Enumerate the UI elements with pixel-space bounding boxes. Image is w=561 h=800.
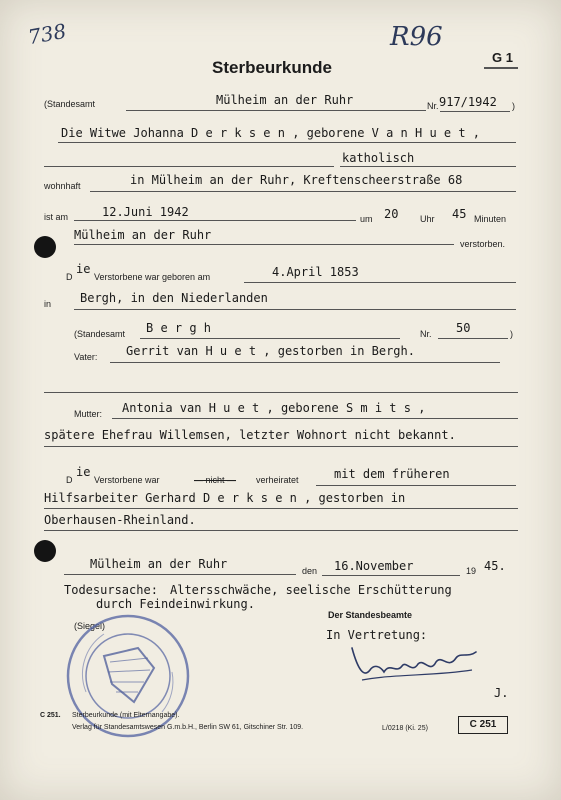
birth-office-label: (Standesamt [74, 329, 126, 339]
death-date-line [74, 220, 356, 221]
death-hour: 20 [384, 207, 399, 221]
nr-label: Nr. [427, 101, 439, 111]
cause-value-line2: durch Feindeinwirkung. [96, 597, 255, 611]
birth-date-line [244, 282, 516, 283]
married-status: verheiratet [256, 475, 299, 485]
archive-number-right: R96 [390, 22, 443, 52]
religion-line-left [44, 166, 334, 167]
birth-nr-label: Nr. [420, 329, 432, 339]
death-place: Mülheim an der Ruhr [74, 228, 212, 242]
mother-value: Antonia van H u e t , geborene S m i t s , [122, 401, 426, 415]
married-line [316, 485, 516, 486]
spouse-rule-2 [44, 530, 518, 531]
father-line-2 [44, 392, 518, 393]
born-prefix-ie: ie [76, 262, 91, 276]
standesamt-close: ) [512, 101, 515, 111]
footer-form-number: C 251. [40, 712, 61, 719]
mother-line-2 [44, 446, 518, 447]
date-label: ist am [44, 212, 69, 222]
footer-box-code: C 251 [458, 716, 508, 734]
residence-line [90, 191, 516, 192]
minuten-label: Minuten [474, 214, 507, 224]
uhr-label: Uhr [420, 214, 435, 224]
verstorben-label: verstorben. [460, 239, 506, 249]
archive-number-left: 738 [26, 18, 68, 50]
spouse-line1: Hilfsarbeiter Gerhard D e r k s e n , gestorben in [44, 491, 406, 505]
married-crossed: — nicht — [194, 475, 237, 485]
birthplace-value: Bergh, in den Niederlanden [80, 291, 268, 305]
form-title: Sterbeurkunde [212, 58, 332, 77]
cause-label: Todesursache: [64, 583, 158, 597]
issue-place-line [64, 574, 296, 575]
residence-value: in Mülheim an der Ruhr, Kreftenscheerstraße 68 [130, 173, 463, 187]
birthplace-line [74, 309, 516, 310]
deputy-label: In Vertretung: [326, 628, 428, 642]
married-label: Verstorbene war [94, 475, 160, 485]
issue-den-label: den [302, 566, 318, 576]
spouse-rule-1 [44, 508, 518, 509]
birth-office-line [140, 338, 400, 339]
born-prefix-d: D [66, 272, 73, 282]
punch-hole-bottom [34, 540, 56, 562]
birthplace-label: in [44, 299, 52, 309]
mother-label: Mutter: [74, 409, 103, 419]
religion-line-right [340, 166, 516, 167]
birth-date: 4.April 1853 [272, 265, 359, 279]
standesamt-line [126, 110, 426, 111]
married-value: mit dem früheren [334, 467, 450, 481]
issue-year-prefix: 19 [466, 566, 477, 576]
standesamt-label: (Standesamt [44, 99, 96, 109]
footer-publisher: Verlag für Standesamtswesen G.m.b.H., Berlin SW 61, Gitschiner Str. 109. [72, 724, 304, 731]
married-prefix-ie: ie [76, 465, 91, 479]
death-place-line [74, 244, 454, 245]
official-signature [344, 640, 484, 686]
name-line [58, 142, 516, 143]
wohnhaft-label: wohnhaft [44, 181, 81, 191]
death-date: 12.Juni 1942 [102, 205, 189, 219]
mother-line [112, 418, 518, 419]
cause-value: Altersschwäche, seelische Erschütterung [170, 583, 452, 597]
mother-value-line2: spätere Ehefrau Willemsen, letzter Wohnort nicht bekannt. [44, 428, 456, 442]
father-value: Gerrit van H u e t , gestorben in Bergh. [126, 344, 415, 358]
birth-office-close: ) [510, 329, 513, 339]
official-seal [64, 612, 192, 740]
issue-date: 16.November [334, 559, 414, 573]
deceased-name: Die Witwe Johanna D e r k s e n , geborene V a n H u e t , [61, 126, 481, 140]
issue-place: Mülheim an der Ruhr [90, 557, 228, 571]
footer-form-name: Sterbeurkunde (mit Elternangabe). [72, 712, 180, 719]
issue-year-suffix: 45. [484, 559, 506, 573]
birth-office-value: B e r g h [146, 321, 212, 335]
office-label: Der Standesbeamte [328, 610, 413, 620]
married-prefix-d: D [66, 475, 73, 485]
spouse-line2: Oberhausen-Rheinland. [44, 513, 196, 527]
register-number: 917/1942 [439, 95, 497, 109]
signature-initial: J. [494, 686, 509, 700]
nr-line [440, 111, 510, 112]
father-line [110, 362, 500, 363]
birth-nr-line [438, 338, 508, 339]
father-label: Vater: [74, 352, 98, 362]
form-code: G 1 [492, 50, 513, 65]
standesamt-value: Mülheim an der Ruhr [216, 93, 354, 107]
footer-print-code: L/0218 (Ki. 25) [382, 725, 428, 732]
um-label: um [360, 214, 373, 224]
birth-nr-value: 50 [456, 321, 471, 335]
seal-label: (Siegel) [74, 621, 106, 631]
born-label: Verstorbene war geboren am [94, 272, 211, 282]
punch-hole-top [34, 236, 56, 258]
issue-date-line [322, 575, 460, 576]
form-code-underline [484, 67, 518, 69]
death-minute: 45 [452, 207, 467, 221]
religion-value: katholisch [342, 151, 415, 165]
